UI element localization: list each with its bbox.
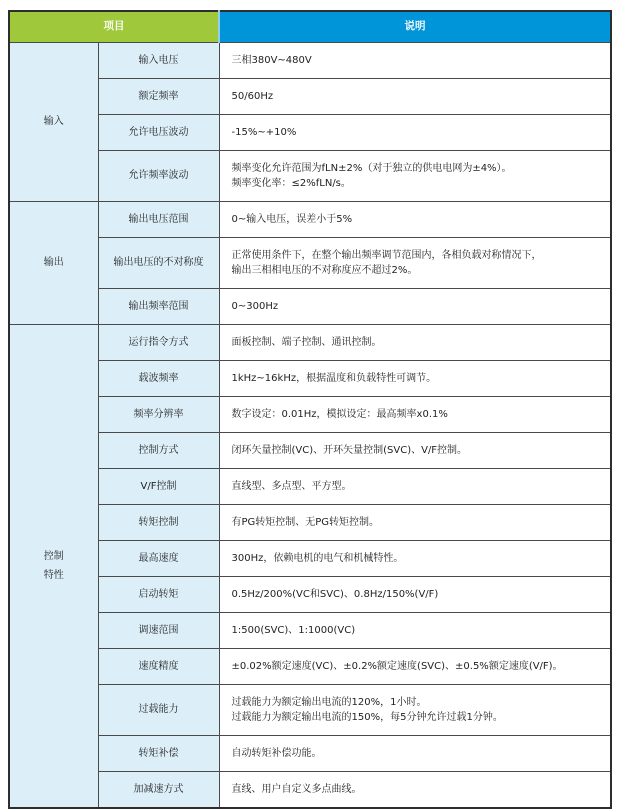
description-cell: 频率变化允许范围为fLN±2%（对于独立的供电电网为±4%）。 频率变化率：≤2%fLN/s。 (219, 150, 611, 201)
table-row (9, 114, 611, 150)
table-row (9, 432, 611, 468)
table-row (9, 576, 611, 612)
description-cell: 300Hz，依赖电机的电气和机械特性。 (219, 540, 611, 576)
table-row (9, 504, 611, 540)
item-cell: V/F控制 (98, 468, 219, 504)
item-cell: 运行指令方式 (98, 324, 219, 360)
table-row (9, 396, 611, 432)
group-cell: 输入 (9, 42, 98, 201)
description-cell: 三相380V~480V (219, 42, 611, 78)
table-row (9, 201, 611, 237)
item-cell: 输出电压的不对称度 (98, 237, 219, 288)
item-cell: 过载能力 (98, 684, 219, 735)
item-cell: 载波频率 (98, 360, 219, 396)
table-row (9, 42, 611, 78)
description-cell: 闭环矢量控制(VC)、开环矢量控制(SVC)、V/F控制。 (219, 432, 611, 468)
item-cell: 加减速方式 (98, 771, 219, 808)
column-header-description: 说明 (219, 11, 611, 42)
description-cell: 0~300Hz (219, 288, 611, 324)
table-row (9, 771, 611, 808)
table-row (9, 648, 611, 684)
description-cell: 正常使用条件下，在整个输出频率调节范围内，各相负载对称情况下， 输出三相相电压的不对称度应不超过2%。 (219, 237, 611, 288)
description-cell: 0.5Hz/200%(VC和SVC)、0.8Hz/150%(V/F) (219, 576, 611, 612)
item-cell: 允许频率波动 (98, 150, 219, 201)
table-row (9, 78, 611, 114)
description-cell: -15%~+10% (219, 114, 611, 150)
group-cell: 控制 特性 (9, 324, 98, 808)
spec-table-body (9, 42, 611, 808)
description-cell: ±0.02%额定速度(VC)、±0.2%额定速度(SVC)、±0.5%额定速度(V/F)。 (219, 648, 611, 684)
item-cell: 最高速度 (98, 540, 219, 576)
description-cell: 数字设定：0.01Hz，模拟设定：最高频率x0.1% (219, 396, 611, 432)
description-cell: 面板控制、端子控制、通讯控制。 (219, 324, 611, 360)
item-cell: 调速范围 (98, 612, 219, 648)
table-row (9, 612, 611, 648)
description-cell: 直线型、多点型、平方型。 (219, 468, 611, 504)
item-cell: 转矩控制 (98, 504, 219, 540)
description-cell: 1:500(SVC)、1:1000(VC) (219, 612, 611, 648)
group-cell: 输出 (9, 201, 98, 324)
item-cell: 允许电压波动 (98, 114, 219, 150)
item-cell: 频率分辨率 (98, 396, 219, 432)
description-cell: 有PG转矩控制、无PG转矩控制。 (219, 504, 611, 540)
description-cell: 1kHz~16kHz，根据温度和负载特性可调节。 (219, 360, 611, 396)
description-cell: 直线、用户自定义多点曲线。 (219, 771, 611, 808)
table-row (9, 360, 611, 396)
table-row (9, 150, 611, 201)
description-cell: 过载能力为额定输出电流的120%，1小时。 过载能力为额定输出电流的150%，每5分钟允许过载1分钟。 (219, 684, 611, 735)
item-cell: 输出电压范围 (98, 201, 219, 237)
item-cell: 速度精度 (98, 648, 219, 684)
item-cell: 控制方式 (98, 432, 219, 468)
table-row (9, 735, 611, 771)
table-row (9, 288, 611, 324)
item-cell: 额定频率 (98, 78, 219, 114)
table-row (9, 684, 611, 735)
column-header-item: 项目 (9, 11, 219, 42)
table-row (9, 324, 611, 360)
item-cell: 输入电压 (98, 42, 219, 78)
table-header-row (9, 11, 611, 42)
table-row (9, 237, 611, 288)
item-cell: 输出频率范围 (98, 288, 219, 324)
item-cell: 启动转矩 (98, 576, 219, 612)
table-row (9, 468, 611, 504)
spec-table (8, 10, 612, 809)
description-cell: 自动转矩补偿功能。 (219, 735, 611, 771)
item-cell: 转矩补偿 (98, 735, 219, 771)
description-cell: 50/60Hz (219, 78, 611, 114)
table-row (9, 540, 611, 576)
description-cell: 0~输入电压，误差小于5% (219, 201, 611, 237)
